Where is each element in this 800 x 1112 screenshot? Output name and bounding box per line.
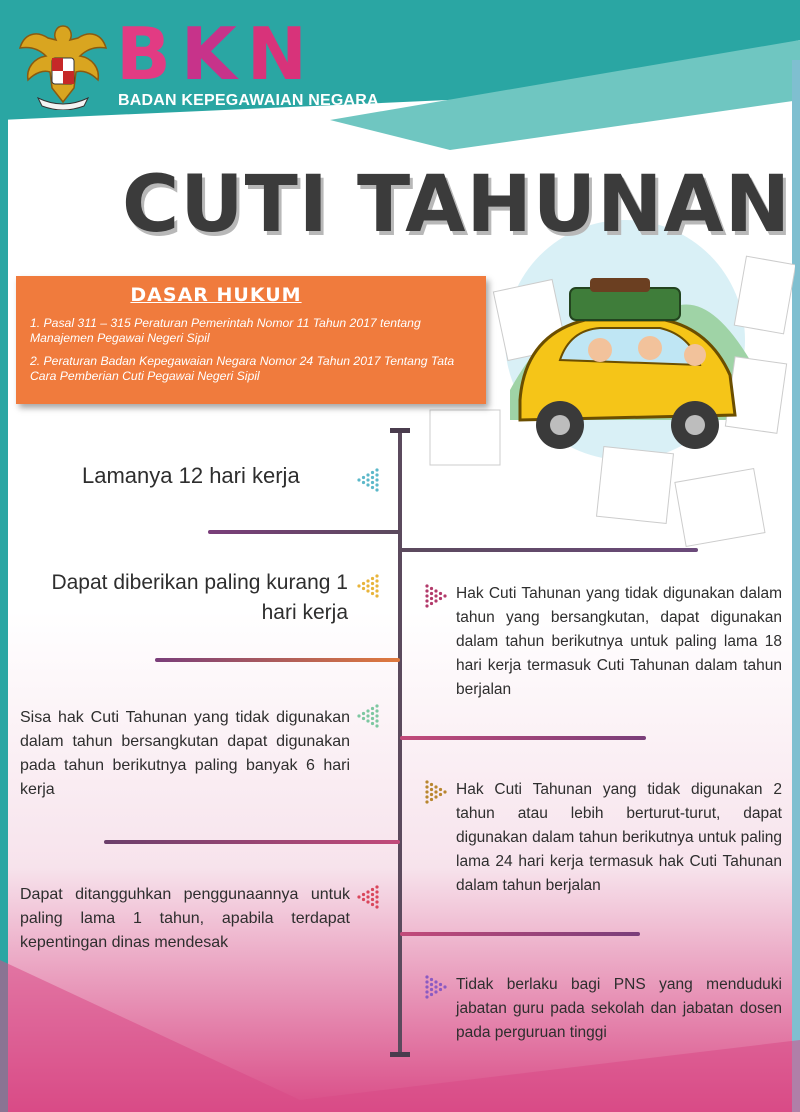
dotted-arrow-right-icon [424, 576, 448, 616]
left-point: Lamanya 12 hari kerja [82, 463, 300, 488]
legal-basis-item: 2. Peraturan Badan Kepegawaian Negara Nomor 24 Tahun 2017 Tentang Tata Cara Pemberian Cuti Pegawai Negeri Sipil [30, 354, 455, 383]
garuda-emblem-icon [18, 18, 108, 110]
timeline-top-cap [390, 428, 410, 433]
legal-basis-box [16, 276, 486, 404]
logo-letter-n: N [246, 12, 307, 96]
page-title: CUTI TAHUNAN [122, 160, 792, 250]
left-point: Dapat ditangguhkan penggunaannya untuk paling lama 1 tahun, apabila terdapat kepentingan dinas mendesak [20, 886, 350, 951]
dotted-arrow-left-icon [356, 696, 380, 736]
bkn-logo [116, 12, 307, 96]
dotted-arrow-left-icon [356, 566, 380, 606]
timeline-branch [400, 932, 640, 936]
dotted-arrow-left-icon [356, 460, 380, 500]
dotted-arrow-left-icon [356, 877, 380, 917]
logo-letter-b: B [116, 12, 171, 96]
organization-name: BADAN KEPEGAWAIAN NEGARA [118, 92, 379, 109]
timeline-branch [155, 658, 400, 662]
legal-basis-heading: DASAR HUKUM [130, 284, 302, 306]
logo-letter-k: K [180, 12, 237, 96]
timeline-branch [208, 530, 400, 534]
legal-basis-item: 1. Pasal 311 – 315 Peraturan Pemerintah Nomor 11 Tahun 2017 tentang Manajemen Pegawai Negeri Sipil [30, 316, 421, 345]
timeline-spine [398, 430, 402, 1055]
dotted-arrow-right-icon [424, 967, 448, 1007]
dotted-arrow-right-icon [424, 772, 448, 812]
timeline-branch [104, 840, 400, 844]
left-point: Sisa hak Cuti Tahunan yang tidak digunakan dalam tahun bersangkutan dapat digunakan pada tahun berikutnya paling banyak 6 hari kerja [20, 709, 350, 798]
timeline-branch [400, 736, 646, 740]
right-point: Hak Cuti Tahunan yang tidak digunakan dalam tahun yang bersangkutan, dapat digunakan dalam tahun berikutnya untuk paling lama 18 hari kerja termasuk Cuti Tahunan dalam tahun berjalan [456, 585, 782, 698]
right-point: Hak Cuti Tahunan yang tidak digunakan 2 tahun atau lebih berturut-turut, dapat digunakan dalam tahun berikutnya untuk paling lama 24 hari kerja termasuk hak Cuti Tahunan dalam tahun berjalan [456, 781, 782, 894]
timeline-branch [400, 548, 698, 552]
left-point: Dapat diberikan paling kurang 1 hari kerja [51, 571, 348, 624]
right-point: Tidak berlaku bagi PNS yang menduduki jabatan guru pada sekolah dan jabatan dosen pada perguruan tinggi [456, 976, 782, 1041]
timeline-bottom-cap [390, 1052, 410, 1057]
